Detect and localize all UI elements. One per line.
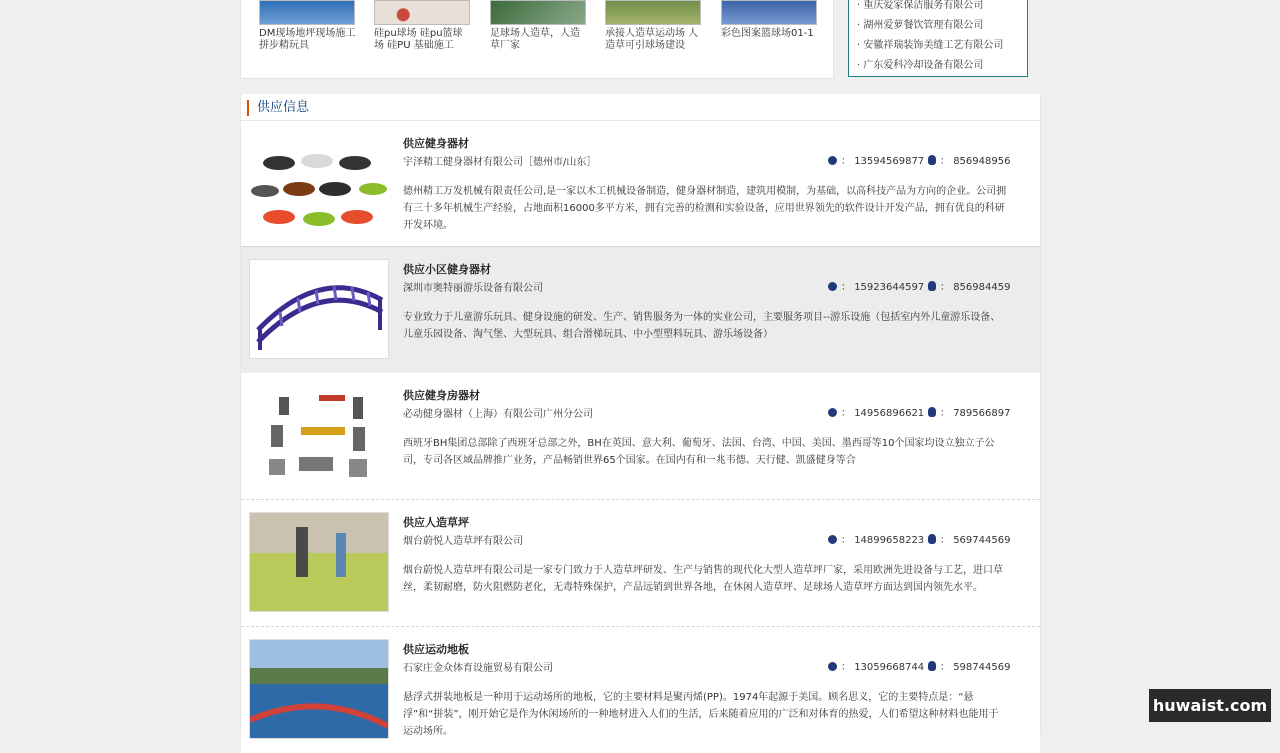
product-thumbnail[interactable] (605, 0, 701, 25)
phone-info: ： 14899658223 (828, 531, 924, 546)
supply-company[interactable]: 烟台蔚悦人造草坪有限公司 (403, 536, 523, 547)
phone-info: ： 13059668744 (828, 658, 924, 673)
top-product-item[interactable] (374, 0, 470, 52)
qq-info: ： 569744569 (928, 531, 1010, 546)
qq-icon (928, 534, 936, 544)
watermark: huwaist.com (1149, 689, 1271, 722)
supply-title[interactable]: 供应小区健身器材 (403, 263, 491, 276)
phone-icon (828, 535, 837, 544)
supply-company[interactable]: 宇泽精工健身器材有限公司［德州市/山东］ (403, 157, 597, 168)
top-product-item[interactable] (605, 0, 701, 52)
phone-icon (828, 662, 837, 671)
section-title: 供应信息 (247, 100, 309, 116)
qq-info: ： 856984459 (928, 278, 1010, 293)
company-link[interactable]: · 重庆爱家保洁服务有限公司 (857, 0, 983, 11)
product-image[interactable] (249, 639, 389, 739)
supply-row[interactable] (241, 500, 1040, 627)
phone-number: 13059668744 (854, 662, 925, 673)
phone-number: 13594569877 (854, 156, 925, 167)
phone-info: ： 14956896621 (828, 404, 924, 419)
company-link[interactable]: · 安徽祥瑞装饰美缝工艺有限公司 (857, 36, 1003, 51)
company-link[interactable]: · 广东爱科冷却设备有限公司 (857, 56, 983, 71)
supply-title[interactable]: 供应健身房器材 (403, 389, 480, 402)
qq-icon (928, 661, 936, 671)
qq-number: 789566897 (953, 408, 1011, 419)
qq-info: ： 598744569 (928, 658, 1010, 673)
supply-row[interactable] (241, 373, 1040, 500)
company-list-box (848, 0, 1028, 77)
supply-title[interactable]: 供应健身器材 (403, 137, 469, 150)
supply-title[interactable]: 供应人造草坪 (403, 516, 469, 529)
phone-number: 15923644597 (854, 282, 925, 293)
product-thumbnail[interactable] (721, 0, 817, 25)
qq-number: 856948956 (953, 156, 1011, 167)
supply-company[interactable]: 深圳市奥特丽游乐设备有限公司 (403, 283, 543, 294)
supply-description: 专业致力于儿童游乐玩具、健身设施的研发、生产、销售服务为一体的实业公司，主要服务项目--游乐设施（包括室内外儿童游乐设备、儿童乐园设备、淘气堡、大型玩具、组合滑梯玩具、中小型塑料玩具、游乐场设备） (403, 312, 1001, 340)
phone-info: ： 13594569877 (828, 152, 924, 167)
product-caption[interactable]: 足球场人造草，人造草厂家 (490, 28, 580, 51)
top-product-strip (240, 0, 834, 79)
qq-icon (928, 407, 936, 417)
supply-description: 西班牙BH集团总部除了西班牙总部之外，BH在英国、意大利、葡萄牙、法国、台湾、中国、美国、墨西哥等10个国家均设立独立子公司，专司各区域品牌推广业务，产品畅销世界65个国家。在国内有和一兆韦德、天行健、凯盛健身等合 (403, 438, 995, 466)
supply-row[interactable] (241, 121, 1040, 248)
product-thumbnail[interactable] (374, 0, 470, 25)
supply-company[interactable]: 必动健身器材（上海）有限公司广州分公司 (403, 409, 593, 420)
top-product-item[interactable] (490, 0, 586, 52)
phone-icon (828, 408, 837, 417)
phone-icon (828, 282, 837, 291)
phone-icon (828, 156, 837, 165)
product-image[interactable] (249, 259, 389, 359)
supply-title[interactable]: 供应运动地板 (403, 643, 469, 656)
product-image[interactable] (249, 512, 389, 612)
supply-description: 悬浮式拼装地板是一种用于运动场所的地板，它的主要材料是聚丙烯(PP)。1974年起源于美国。顾名思义，它的主要特点是：“悬浮”和“拼装”，刚开始它是作为休闲场所的一种地材进入人们的生活，后来随着应用的广泛和对体育的热爱，人们希望这种材料也能用于运动场所。 (403, 692, 999, 737)
company-link[interactable]: · 湖州爱萝餐饮管理有限公司 (857, 16, 983, 31)
supply-info-panel (240, 94, 1041, 737)
qq-number: 856984459 (953, 282, 1011, 293)
supply-description: 德州精工万发机械有限责任公司,是一家以木工机械设备制造，健身器材制造，建筑用模制，为基础，以高科技产品为方向的企业。公司拥有三十多年机械生产经验，占地面积16000多平方米，拥有完善的检测和实验设备，应用世界领先的软件设计开发产品，拥有优良的科研开发环境。 (403, 186, 1007, 231)
supply-description: 烟台蔚悦人造草坪有限公司是一家专门致力于人造草坪研发、生产与销售的现代化大型人造草坪厂家，采用欧洲先进设备与工艺，进口草丝，柔韧耐磨，防火阻燃防老化，无毒特殊保护，产品远销到世界各地，在休闲人造草坪、足球场人造草坪方面达到国内领先水平。 (403, 565, 1003, 593)
qq-icon (928, 155, 936, 165)
qq-icon (928, 281, 936, 291)
top-product-item[interactable] (721, 0, 817, 40)
supply-row[interactable] (241, 246, 1040, 374)
product-thumbnail[interactable] (259, 0, 355, 25)
product-caption[interactable]: 彩色图案篮球场01-1 (721, 28, 814, 39)
product-caption[interactable]: 承接人造草运动场 人造草可引球场建设 (605, 28, 699, 51)
qq-number: 569744569 (953, 535, 1011, 546)
product-thumbnail[interactable] (490, 0, 586, 25)
product-caption[interactable]: DM现场地坪现场施工拼步精玩具 (259, 28, 356, 51)
qq-info: ： 856948956 (928, 152, 1010, 167)
phone-number: 14899658223 (854, 535, 925, 546)
qq-info: ： 789566897 (928, 404, 1010, 419)
product-image[interactable] (249, 385, 387, 483)
top-product-item[interactable] (259, 0, 355, 52)
phone-info: ： 15923644597 (828, 278, 924, 293)
supply-row[interactable] (241, 627, 1040, 753)
phone-number: 14956896621 (854, 408, 925, 419)
supply-company[interactable]: 石家庄金众体育设施贸易有限公司 (403, 663, 553, 674)
product-caption[interactable]: 硅pu球场 硅pu篮球场 硅PU 基础施工 (374, 28, 463, 51)
qq-number: 598744569 (953, 662, 1011, 673)
product-image[interactable] (249, 133, 387, 231)
